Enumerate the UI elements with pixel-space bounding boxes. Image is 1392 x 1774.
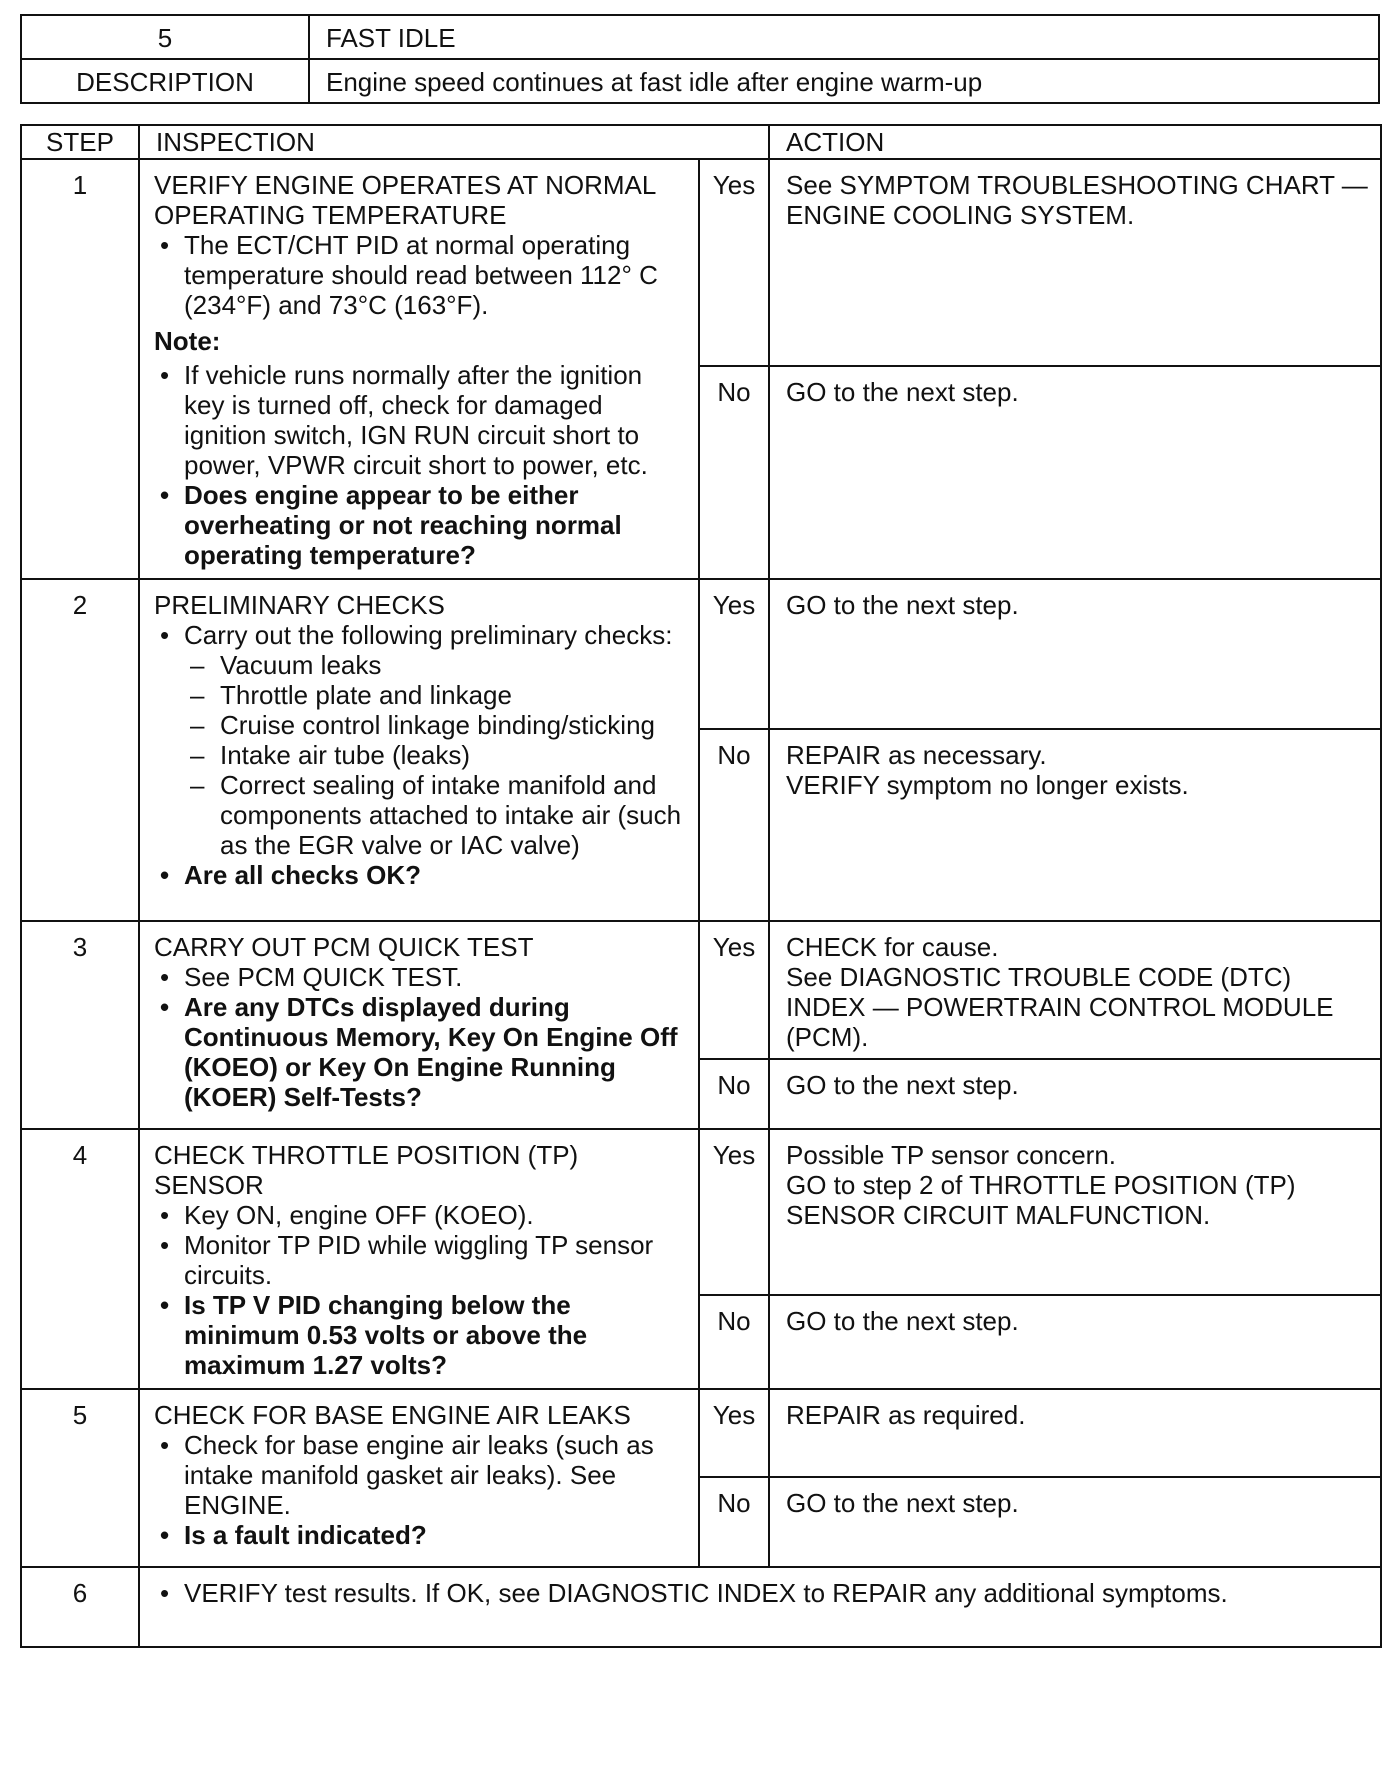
bullet-item: • If vehicle runs normally after the ignition key is turned off, check for damaged ignition switch, IGN RUN circuit short to power, VPWR circuit short to power, etc.: [160, 360, 648, 480]
symptom-number: 5: [21, 15, 309, 59]
yes-label: Yes: [699, 921, 769, 1059]
column-header-action: ACTION: [769, 125, 1381, 159]
no-label: No: [699, 729, 769, 921]
no-action: GO to the next step.: [769, 1295, 1381, 1389]
yes-action: REPAIR as required.: [769, 1389, 1381, 1477]
step-inspection: [139, 159, 699, 579]
yes-label: Yes: [699, 1129, 769, 1295]
no-action: GO to the next step.: [769, 366, 1381, 579]
note-label: Note:: [154, 326, 221, 356]
symptom-title: FAST IDLE: [309, 15, 1379, 59]
step-title: CHECK FOR BASE ENGINE AIR LEAKS: [154, 1400, 631, 1430]
step-number: 4: [21, 1129, 139, 1389]
column-header-step: STEP: [21, 125, 139, 159]
step-question: • Is TP V PID changing below the minimum 0.53 volts or above the maximum 1.27 volts?: [160, 1290, 588, 1380]
step-inspection: [139, 1129, 699, 1389]
description-text: Engine speed continues at fast idle after engine warm-up: [309, 59, 1379, 103]
yes-label: Yes: [699, 1389, 769, 1477]
step-question: • Does engine appear to be either overheating or not reaching normal operating temperature?: [160, 480, 622, 570]
bullet-item: • Carry out the following preliminary checks: – Vacuum leaks – Throttle plate and linkage – Cruise control linkage binding/sticking – Intake air tube (leaks) – Correct sealing of intake manifold and components attached to intake air (such as the EGR valve or IAC valve): [154, 620, 688, 860]
yes-action: See SYMPTOM TROUBLESHOOTING CHART — ENGINE COOLING SYSTEM.: [769, 159, 1381, 366]
step-inspection: [139, 1389, 699, 1567]
step-row: [21, 159, 1381, 366]
step-row: [21, 579, 1381, 729]
yes-action: CHECK for cause. See DIAGNOSTIC TROUBLE CODE (DTC) INDEX — POWERTRAIN CONTROL MODULE (PCM).: [769, 921, 1381, 1059]
column-header-inspection: INSPECTION: [139, 125, 769, 159]
step-title: CARRY OUT PCM QUICK TEST: [154, 932, 534, 962]
bullet-item: • The ECT/CHT PID at normal operating temperature should read between 112° C (234°F) and 73°C (163°F).: [160, 230, 658, 320]
step-question: • Is a fault indicated?: [160, 1520, 427, 1550]
no-label: No: [699, 1295, 769, 1389]
no-label: No: [699, 1477, 769, 1567]
step-number: 2: [21, 579, 139, 921]
step-inspection: [139, 921, 699, 1129]
description-label: DESCRIPTION: [21, 59, 309, 103]
check-item: – Vacuum leaks: [190, 650, 382, 680]
step-number: 6: [21, 1567, 139, 1647]
step-inspection: [139, 579, 699, 921]
step-question: • Are all checks OK?: [160, 860, 421, 890]
no-action: REPAIR as necessary. VERIFY symptom no longer exists.: [769, 729, 1381, 921]
bullet-item: • Monitor TP PID while wiggling TP sensor circuits.: [160, 1230, 654, 1290]
check-item: – Throttle plate and linkage: [190, 680, 512, 710]
step-row: [21, 921, 1381, 1059]
check-item: – Correct sealing of intake manifold and components attached to intake air (such as the EGR valve or IAC valve): [190, 770, 682, 860]
check-item: – Intake air tube (leaks): [190, 740, 471, 770]
bullet-item: • VERIFY test results. If OK, see DIAGNOSTIC INDEX to REPAIR any additional symptoms.: [160, 1578, 1228, 1608]
no-action: GO to the next step.: [769, 1477, 1381, 1567]
bullet-item: • See PCM QUICK TEST.: [160, 962, 463, 992]
step-number: 1: [21, 159, 139, 579]
diagnostic-steps-table: [20, 124, 1382, 1648]
step-title: VERIFY ENGINE OPERATES AT NORMAL OPERATING TEMPERATURE: [154, 170, 656, 230]
bullet-item: • Key ON, engine OFF (KOEO).: [160, 1200, 534, 1230]
no-label: No: [699, 366, 769, 579]
step-row: [21, 1389, 1381, 1477]
check-item: – Cruise control linkage binding/sticking: [190, 710, 656, 740]
yes-action: GO to the next step.: [769, 579, 1381, 729]
symptom-header-table: [20, 14, 1380, 104]
no-label: No: [699, 1059, 769, 1129]
bullet-item: • Check for base engine air leaks (such as intake manifold gasket air leaks). See ENGINE.: [160, 1430, 654, 1520]
step-number: 3: [21, 921, 139, 1129]
yes-label: Yes: [699, 579, 769, 729]
step-inspection: [139, 1567, 1381, 1647]
yes-label: Yes: [699, 159, 769, 366]
step-row: [21, 1129, 1381, 1295]
step-title: PRELIMINARY CHECKS: [154, 590, 445, 620]
no-action: GO to the next step.: [769, 1059, 1381, 1129]
step-question: • Are any DTCs displayed during Continuous Memory, Key On Engine Off (KOEO) or Key On Engine Running (KOER) Self-Tests?: [160, 992, 678, 1112]
yes-action: Possible TP sensor concern. GO to step 2 of THROTTLE POSITION (TP) SENSOR CIRCUIT MALFUNCTION.: [769, 1129, 1381, 1295]
table-header-row: [21, 125, 1381, 159]
step-number: 5: [21, 1389, 139, 1567]
step-row: [21, 1567, 1381, 1647]
step-title: CHECK THROTTLE POSITION (TP) SENSOR: [154, 1140, 579, 1200]
